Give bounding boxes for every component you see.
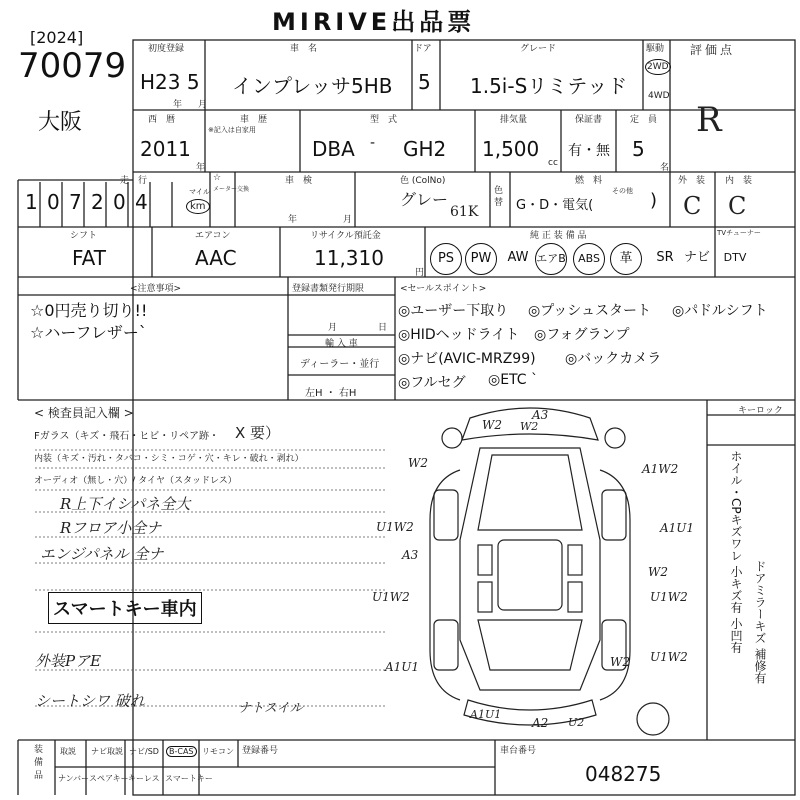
damage-mark: A1U1: [385, 660, 420, 674]
footer-equipment-item: キーレス: [128, 774, 160, 783]
footer-equipment-item: ナビ/SD: [129, 747, 159, 756]
notes-line-2: ☆ハーフレザー`: [30, 323, 147, 342]
sales-point-1: ◎ユーザー下取り: [398, 303, 509, 319]
drive-label: 駆動: [646, 44, 665, 54]
mileage-digit: 4: [135, 190, 148, 214]
equipment-item: ナビ: [683, 250, 710, 265]
equipment-label: 純 正 装 備 品: [530, 231, 587, 241]
drive-4wd: 4WD: [648, 91, 670, 101]
sales-point-8: ◎フルセグ: [398, 375, 466, 391]
car-name-label: 車 名: [290, 44, 318, 54]
fuel-close: ): [650, 190, 658, 211]
equipment-item: 革: [610, 243, 642, 275]
equipment-item: DTV: [723, 251, 747, 264]
tv-tuner-label: TVチューナー: [717, 229, 761, 237]
model-label: 型 式: [370, 115, 398, 125]
damage-mark: U1W2: [650, 650, 688, 664]
hand-note-3: エンジパネル 全ナ: [40, 545, 164, 563]
damage-mark: A1W2: [642, 462, 679, 476]
capacity-unit: 名: [660, 163, 670, 173]
eval-label: 評価点: [690, 43, 736, 57]
mileage-digit: 7: [69, 190, 82, 214]
model-dash: -: [370, 135, 376, 151]
damage-mark: U1W2: [650, 590, 688, 604]
footer-equipment-item: ナンバー: [58, 774, 90, 783]
inspection-glass-mark: X 要）: [235, 424, 281, 442]
damage-mark: W2: [610, 655, 630, 669]
hand-note-2: Rフロア小全ナ: [60, 519, 162, 537]
inspection-glass: Fガラス（キズ・飛石・ヒビ・リペア跡・: [34, 431, 220, 442]
shaken-month-unit: 月: [343, 215, 353, 225]
ac-label: エアコン: [195, 231, 231, 241]
grade-label: グレード: [520, 44, 557, 54]
mileage-digit: 1: [25, 190, 38, 214]
sales-point-2: ◎プッシュスタート: [528, 303, 651, 319]
displacement-label: 排気量: [500, 115, 528, 125]
equipment-item: SR: [656, 250, 674, 265]
interior-label: 内 装: [725, 176, 753, 186]
sales-point-3: ◎パドルシフト: [672, 303, 768, 319]
form-title: MIRIVE出品票: [272, 8, 476, 36]
registration-number-label: 登録番号: [242, 746, 279, 756]
location: 大阪: [38, 110, 83, 135]
unit-mile: マイル: [189, 188, 210, 196]
damage-mark: U1W2: [372, 590, 410, 604]
mileage-label: 走 行: [120, 176, 148, 186]
shift-value: FAT: [72, 246, 107, 270]
sales-points-label: <セールスポイント>: [400, 284, 487, 294]
dealer-parallel: ディーラー・並行: [300, 359, 380, 370]
recycle-unit: 円: [415, 268, 425, 278]
displacement-unit: cc: [548, 158, 558, 168]
hand-note-6: ナトスイル: [238, 701, 303, 716]
unit-km: km: [186, 199, 210, 214]
import-label: 輸 入 車: [325, 339, 358, 349]
shaken-label: 車 検: [285, 176, 313, 186]
registration-day: 日: [378, 323, 388, 333]
sales-point-6: ◎ナビ(AVIC-MRZ99): [398, 351, 536, 367]
damage-mark: A3: [532, 408, 549, 422]
exterior-label: 外 装: [678, 176, 706, 186]
color-label: 色 (ColNo): [400, 176, 446, 186]
eval-value: R: [696, 100, 722, 140]
shift-label: シフト: [70, 231, 98, 241]
warranty-label: 保証書: [575, 115, 603, 125]
recycle-label: リサイクル預託金: [310, 231, 381, 241]
smart-key-box: スマートキー車内: [48, 592, 202, 624]
registration-label: 登録書類発行期限: [292, 284, 365, 294]
color-number: 61K: [450, 204, 479, 220]
year-tag: [2024]: [30, 28, 84, 47]
footer-label: 装備品: [34, 745, 44, 781]
key-lock-label: キーロック: [738, 406, 783, 416]
footer-equipment-item: B-CAS: [166, 746, 197, 757]
side-note-1: ホイル・CPキズワレ 小キズ有 小凹有: [729, 450, 743, 654]
notes-label: <注意事項>: [130, 284, 182, 294]
side-note-2: ドアミラーキズ 補修有: [753, 560, 767, 684]
footer-equipment-item: リモコン: [202, 747, 234, 756]
inspection-audio: オーディオ（無し・穴）/ タイヤ（スタッドレス）: [34, 476, 237, 486]
notes-line-1: ☆0円売り切り!!: [30, 301, 148, 320]
first-reg-year-unit: 年: [173, 100, 183, 110]
exterior-value: C: [683, 192, 702, 220]
first-reg-value: H23 5: [140, 70, 200, 94]
mileage-digit: 0: [113, 190, 126, 214]
sales-point-4: ◎HIDヘッドライト: [398, 327, 520, 343]
damage-mark: A3: [402, 548, 419, 562]
warranty-value: 有・無: [568, 143, 610, 159]
capacity-value: 5: [632, 137, 645, 161]
hand-note-1: R上下イシパネ全大: [60, 495, 191, 513]
first-reg-label: 初度登録: [148, 44, 185, 54]
footer-equipment-item: 取説: [60, 747, 76, 756]
registration-month: 月: [328, 323, 338, 333]
inspection-interior: 内装（キズ・汚れ・タバコ・シミ・コゲ・穴・キレ・破れ・剥れ）: [34, 454, 304, 464]
meter-mark: ☆: [213, 173, 222, 183]
fuel-other: その他: [612, 187, 633, 195]
footer-equipment-item: ナビ取説: [91, 747, 123, 756]
recycle-value: 11,310: [314, 246, 384, 270]
first-reg-month-unit: 月: [198, 100, 208, 110]
damage-mark: A1U1: [470, 708, 502, 721]
seireki-value: 2011: [140, 137, 191, 161]
interior-value: C: [728, 192, 747, 220]
hand-note-5: シートシワ 破れ: [35, 692, 145, 710]
lot-number: 70079: [18, 46, 127, 86]
mileage-digit: 0: [47, 190, 60, 214]
equipment-item: AW: [507, 250, 529, 265]
seireki-label: 西 暦: [148, 115, 176, 125]
fuel-label: 燃 料: [575, 176, 603, 186]
drive-2wd: 2WD: [645, 59, 671, 75]
shaken-history-note: ※記入は自家用: [208, 126, 256, 134]
model-prefix: DBA: [312, 137, 355, 161]
damage-mark: A1U1: [660, 521, 695, 535]
shaken-history-label: 車 歴: [240, 115, 268, 125]
equipment-item: PW: [465, 243, 497, 275]
sales-point-5: ◎フォグランプ: [534, 327, 630, 343]
chassis-label: 車台番号: [500, 746, 537, 756]
grade-value: 1.5i-Sリミテッド: [470, 74, 628, 98]
hand-note-4: 外装PアE: [35, 652, 102, 670]
inspection-label: < 検査員記入欄 >: [34, 406, 134, 420]
equipment-item: エアB: [535, 243, 567, 275]
color-change-label: 色替: [494, 186, 504, 208]
equipment-item: ABS: [573, 243, 605, 275]
ac-value: AAC: [195, 246, 237, 270]
damage-mark: A2: [532, 716, 549, 730]
chassis-number: 048275: [585, 762, 662, 786]
capacity-label: 定 員: [630, 115, 658, 125]
color-value: グレー: [400, 190, 449, 209]
door-value: 5: [418, 70, 431, 94]
seireki-year-unit: 年: [196, 163, 206, 173]
car-name-value: インプレッサ5HB: [232, 74, 393, 98]
displacement-value: 1,500: [482, 137, 540, 161]
handle-side: 左H ・ 右H: [305, 388, 357, 399]
sales-point-7: ◎バックカメラ: [565, 351, 662, 367]
damage-mark: U1W2: [376, 520, 414, 534]
footer-equipment-item: スマートキー: [165, 774, 213, 783]
fuel-value: G・D・電気(: [516, 198, 594, 213]
equipment-item: PS: [430, 243, 462, 275]
damage-mark: W2: [482, 418, 502, 432]
damage-mark: U2: [568, 716, 585, 729]
damage-mark: W2: [648, 565, 668, 579]
damage-mark: W2: [408, 456, 428, 470]
damage-mark: W2: [520, 420, 539, 433]
shaken-year-unit: 年: [288, 215, 298, 225]
model-code: GH2: [403, 137, 447, 161]
footer-equipment-item: スペアキー: [89, 774, 129, 783]
meter-label: メーター交換: [213, 186, 250, 193]
door-label: ドア: [414, 44, 432, 54]
mileage-digit: 2: [91, 190, 104, 214]
sales-point-9: ◎ETC `: [488, 372, 539, 388]
